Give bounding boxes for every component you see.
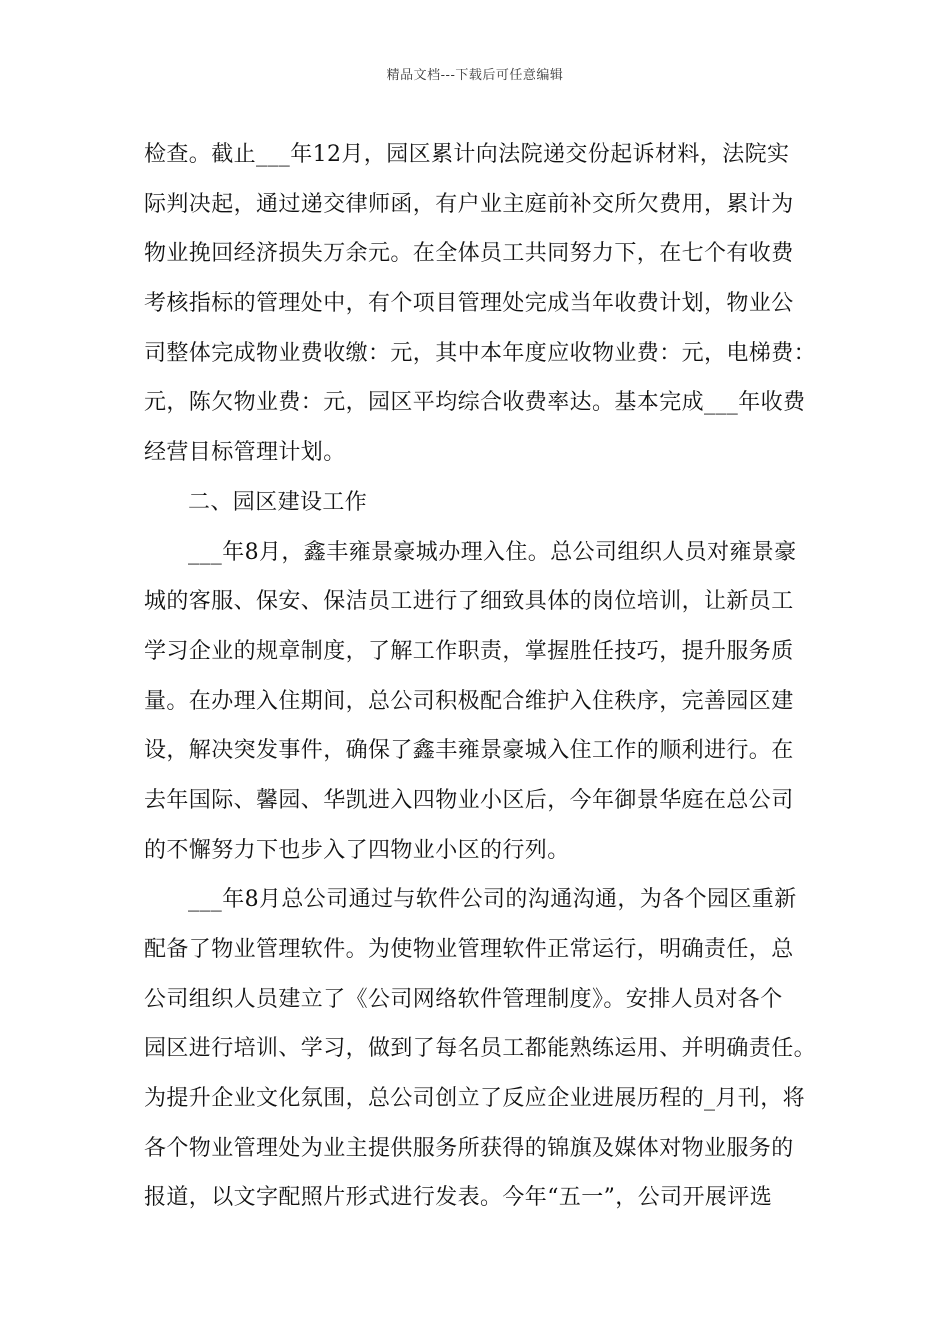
text-line: 为提升企业文化氛围，总公司创立了反应企业进展历程的_月刊，将 bbox=[144, 1086, 806, 1112]
text-line: 检查。截止___年12月，园区累计向法院递交份起诉材料，法院实 bbox=[144, 142, 790, 167]
text-line: ___年8月，鑫丰雍景豪城办理入住。总公司组织人员对雍景豪 bbox=[188, 539, 797, 565]
text-line: 配备了物业管理软件。为使物业管理软件正常运行，明确责任，总 bbox=[144, 937, 794, 962]
text-line: 各个物业管理处为业主提供服务所获得的锦旗及媒体对物业服务的 bbox=[144, 1135, 794, 1161]
text-line: ___年8月总公司通过与软件公司的沟通沟通，为各个园区重新 bbox=[188, 887, 797, 913]
text-line: 报道，以文字配照片形式进行发表。今年“五一”，公司开展评选 bbox=[144, 1185, 773, 1211]
document-body bbox=[144, 130, 824, 1223]
page-header: 精品文档---下载后可任意编辑 bbox=[386, 68, 564, 83]
text-line: 物业挽回经济损失万余元。在全体员工共同努力下，在七个有收费 bbox=[144, 241, 794, 267]
text-line: 设，解决突发事件，确保了鑫丰雍景豪城入住工作的顺利进行。在 bbox=[144, 738, 794, 764]
text-line: 量。在办理入住期间，总公司积极配合维护入住秩序，完善园区建 bbox=[144, 688, 794, 714]
text-line: 司整体完成物业费收缴：元，其中本年度应收物业费：元，电梯费： bbox=[144, 340, 817, 366]
text-line: 去年国际、馨园、华凯进入四物业小区后，今年御景华庭在总公司 bbox=[144, 787, 794, 813]
text-line: 考核指标的管理处中，有个项目管理处完成当年收费计划，物业公 bbox=[144, 291, 794, 317]
text-line: 公司组织人员建立了《公司网络软件管理制度》。安排人员对各个 bbox=[144, 986, 783, 1012]
text-line: 元，陈欠物业费：元，园区平均综合收费率达。基本完成___年收费 bbox=[144, 390, 806, 416]
text-line: 园区进行培训、学习，做到了每名员工都能熟练运用、并明确责任。 bbox=[144, 1036, 817, 1062]
text-line: 学习企业的规章制度，了解工作职责，掌握胜任技巧，提升服务质 bbox=[144, 638, 794, 664]
text-line: 城的客服、保安、保洁员工进行了细致具体的岗位培训，让新员工 bbox=[144, 589, 794, 615]
text-line: 经营目标管理计划。 bbox=[144, 440, 346, 466]
text-line: 的不懈努力下也步入了四物业小区的行列。 bbox=[144, 837, 570, 863]
text-line: 际判决起，通过递交律师函，有户业主庭前补交所欠费用，累计为 bbox=[144, 191, 794, 217]
text-line: 二、园区建设工作 bbox=[188, 489, 368, 515]
